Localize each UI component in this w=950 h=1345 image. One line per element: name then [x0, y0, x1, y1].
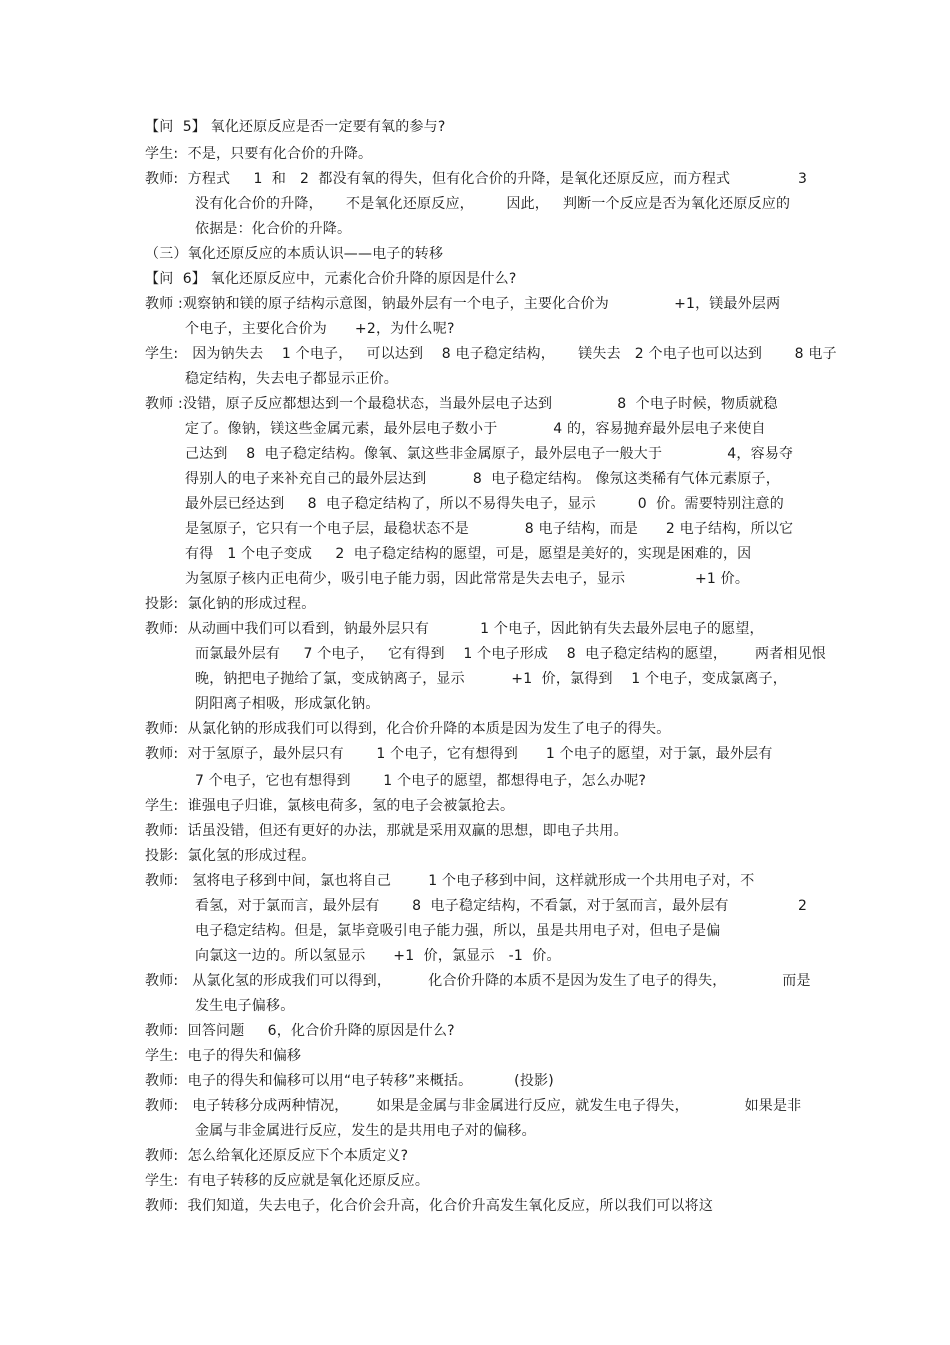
teacher-line: 教师: 从氯化钠的形成我们可以得到，化合价升降的本质是因为发生了电子的得失。 — [145, 721, 671, 737]
projection-line: 投影: 氯化氢的形成过程。 — [145, 848, 316, 864]
teacher-line-cont: 为氢原子核内正电荷少，吸引电子能力弱，因此常常是失去电子，显示 +1 价。 — [185, 571, 750, 587]
teacher-line-cont: 个电子，主要化合价为 +2，为什么呢? — [185, 321, 455, 337]
teacher-line-cont: 发生电子偏移。 — [195, 998, 295, 1014]
student-line: 学生: 不是，只要有化合价的升降。 — [145, 146, 373, 162]
teacher-line: 教师: 话虽没错，但还有更好的办法，那就是采用双赢的思想，即电子共用。 — [145, 823, 628, 839]
teacher-line-cont: 晚，钠把电子抛给了氯，变成钠离子，显示 +1 价，氯得到 1 个电子，变成氯离子， — [195, 671, 787, 687]
teacher-line-cont: 电子稳定结构。但是，氯毕竟吸引电子能力强，所以，虽是共用电子对，但电子是偏 — [195, 923, 721, 939]
teacher-line: 教师: 对于氢原子，最外层只有 1 个电子，它有想得到 1 个电子的愿望，对于氯，最外层有 — [145, 746, 773, 762]
teacher-line-cont: 是氢原子，它只有一个电子层，最稳状态不是 8 电子结构，而是 2 电子结构，所以它 — [185, 521, 794, 537]
teacher-line-cont: 定了。像钠，镁这些金属元素，最外层电子数小于 4 的，容易抛弃最外层电子来使自 — [185, 421, 766, 437]
teacher-line-cont: 没有化合价的升降， 不是氧化还原反应， 因此， 判断一个反应是否为氧化还原反应的 — [195, 196, 791, 212]
teacher-line: 教师: 回答问题 6，化合价升降的原因是什么? — [145, 1023, 455, 1039]
teacher-line: 教师: 电子的得失和偏移可以用“电子转移”来概括。 (投影) — [145, 1073, 554, 1089]
teacher-line-end: 2 — [798, 898, 808, 914]
teacher-line-cont: 有得 1 个电子变成 2 电子稳定结构的愿望，可是，愿望是美好的，实现是困难的，因 — [185, 546, 752, 562]
teacher-line-cont: 向氯这一边的。所以氢显示 +1 价，氯显示 -1 价。 — [195, 948, 561, 964]
student-line: 学生: 有电子转移的反应就是氧化还原反应。 — [145, 1173, 430, 1189]
teacher-line: 教师: 方程式 1 和 2 都没有氧的得失，但有化合价的升降，是氧化还原反应，而方程式 — [145, 171, 731, 187]
student-line-cont: 稳定结构，失去电子都显示正价。 — [185, 371, 398, 387]
teacher-line-cont: 金属与非金属进行反应，发生的是共用电子对的偏移。 — [195, 1123, 536, 1139]
teacher-line-cont: 己达到 8 电子稳定结构。像氧、氯这些非金属原子，最外层电子一般大于 4，容易夺 — [185, 446, 794, 462]
question-6: 【问 6】 氧化还原反应中，元素化合价升降的原因是什么? — [145, 271, 517, 287]
teacher-line-cont: 得别人的电子来补充自己的最外层达到 8 电子稳定结构。 像氖这类稀有气体元素原子， — [185, 471, 780, 487]
teacher-line: 教师: 从动画中我们可以看到，钠最外层只有 1 个电子，因此钠有失去最外层电子的愿望， — [145, 621, 764, 637]
student-line: 学生: 电子的得失和偏移 — [145, 1048, 302, 1064]
teacher-line: 教师: 我们知道，失去电子，化合价会升高，化合价升高发生氧化反应，所以我们可以将这 — [145, 1198, 714, 1214]
teacher-line-cont: 阴阳离子相吸，形成氯化钠。 — [195, 696, 380, 712]
teacher-line-cont: 最外层已经达到 8 电子稳定结构了，所以不易得失电子，显示 0 价。需要特别注意的 — [185, 496, 784, 512]
teacher-line-cont: 看氢，对于氯而言，最外层有 8 电子稳定结构，不看氯，对于氢而言，最外层有 — [195, 898, 729, 914]
teacher-line: 教师: 从氯化氢的形成我们可以得到， 化合价升降的本质不是因为发生了电子的得失， 而是 — [145, 973, 811, 989]
teacher-line: 教师: 氢将电子移到中间，氯也将自己 1 个电子移到中间，这样就形成一个共用电子对，不 — [145, 873, 755, 889]
projection-line: 投影: 氯化钠的形成过程。 — [145, 596, 316, 612]
section-heading: （三）氧化还原反应的本质认识——电子的转移 — [145, 246, 444, 262]
teacher-line: 教师 :没错，原子反应都想达到一个最稳状态，当最外层电子达到 8 个电子时候，物质就稳 — [145, 396, 778, 412]
teacher-line-end: 3 — [798, 171, 808, 187]
teacher-line-cont: 7 个电子，它也有想得到 1 个电子的愿望，都想得电子，怎么办呢? — [195, 773, 647, 789]
student-line: 学生: 因为钠失去 1 个电子， 可以达到 8 电子稳定结构， 镁失去 2 个电子也可以达到 8 电子 — [145, 346, 837, 362]
student-line: 学生: 谁强电子归谁，氯核电荷多，氢的电子会被氯抢去。 — [145, 798, 515, 814]
teacher-line-cont: 依据是：化合价的升降。 — [195, 221, 352, 237]
question-5: 【问 5】 氧化还原反应是否一定要有氧的参与? — [145, 119, 446, 135]
teacher-line: 教师: 怎么给氧化还原反应下个本质定义? — [145, 1148, 409, 1164]
teacher-line: 教师 :观察钠和镁的原子结构示意图，钠最外层有一个电子，主要化合价为 +1，镁最外层两 — [145, 296, 781, 312]
teacher-line: 教师: 电子转移分成两种情况， 如果是金属与非金属进行反应，就发生电子得失， 如果是非 — [145, 1098, 802, 1114]
teacher-line-cont: 而氯最外层有 7 个电子， 它有得到 1 个电子形成 8 电子稳定结构的愿望， 两者相见恨 — [195, 646, 827, 662]
